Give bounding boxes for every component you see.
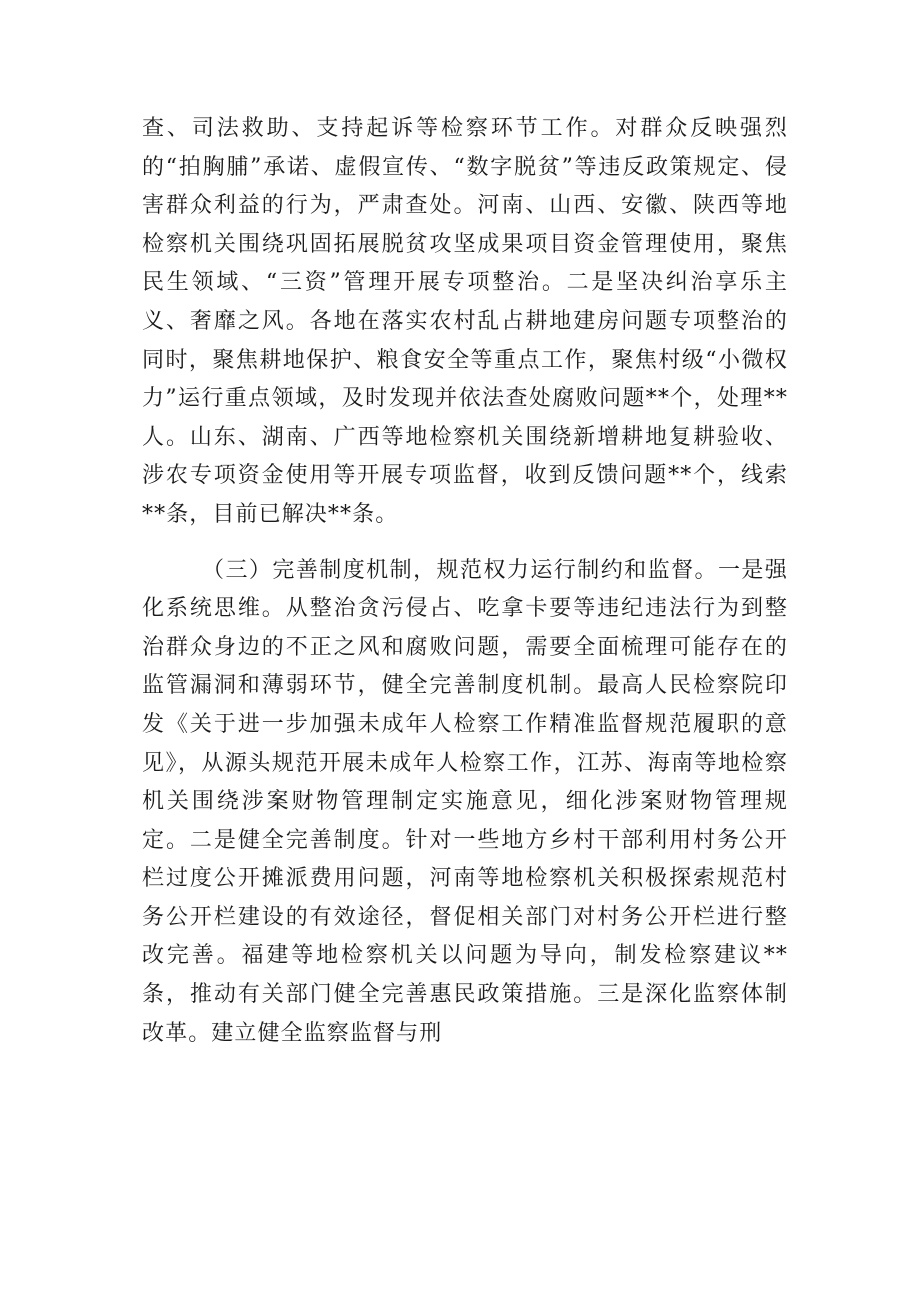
- body-paragraph-section-3: （三）完善制度机制，规范权力运行制约和监督。一是强化系统思维。从整治贪污侵占、吃拿卡要等违纪违法行为到整治群众身边的不正之风和腐败问题，需要全面梳理可能存在的监管漏洞和薄弱环节，健全完善制度机制。最高人民检察院印发《关于进一步加强未成年人检察工作精准监督规范履职的意见》，从源头规范开展未成年人检察工作，江苏、海南等地检察机关围绕涉案财物管理制定实施意见，细化涉案财物管理规定。二是健全完善制度。针对一些地方乡村干部利用村务公开栏过度公开摊派费用问题，河南等地检察机关积极探索规范村务公开栏建设的有效途径，督促相关部门对村务公开栏进行整改完善。福建等地检察机关以问题为导向，制发检察建议**条，推动有关部门健全完善惠民政策措施。三是深化监察体制改革。建立健全监察监督与刑: [142, 557, 788, 1046]
- paragraph-spacer: [142, 535, 788, 552]
- body-paragraph-continued: 查、司法救助、支持起诉等检察环节工作。对群众反映强烈的“拍胸脯”承诺、虚假宣传、“数字脱贫”等违反政策规定、侵害群众利益的行为，严肃查处。河南、山西、安徽、陕西等地检察机关围绕巩固拓展脱贫攻坚成果项目资金管理使用，聚焦民生领域、“三资”管理开展专项整治。二是坚决纠治享乐主义、奢靡之风。各地在落实农村乱占耕地建房问题专项整治的同时，聚焦耕地保护、粮食安全等重点工作，聚焦村级“小微权力”运行重点领域，及时发现并依法查处腐败问题**个，处理**人。山东、湖南、广西等地检察机关围绕新增耕地复耕验收、涉农专项资金使用等开展专项监督，收到反馈问题**个，线索**条，目前已解决**条。: [142, 116, 788, 527]
